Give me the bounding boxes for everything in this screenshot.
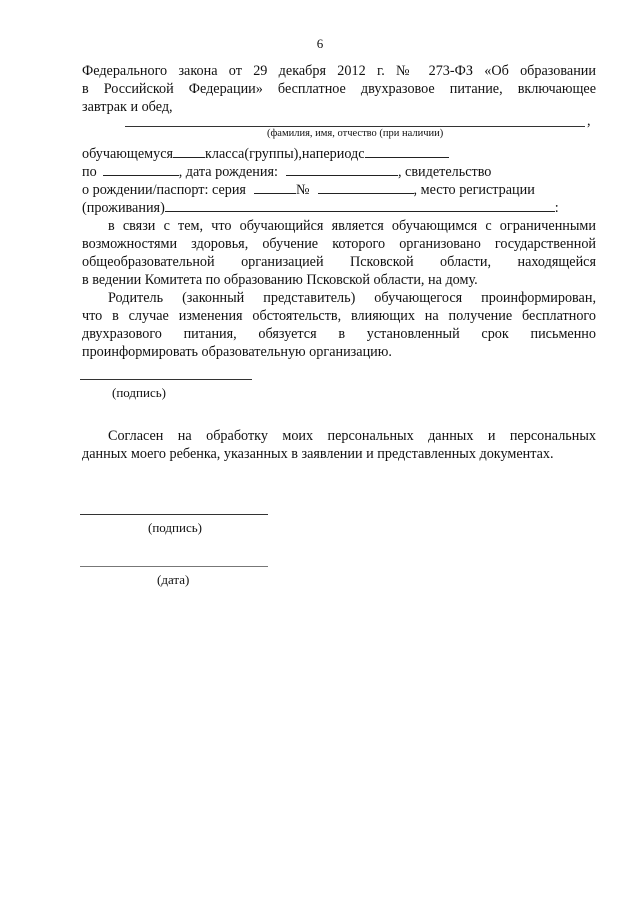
- consent-line-2: данных моего ребенка, указанных в заявлении и представленных документах.: [82, 446, 554, 462]
- signature-caption-1: (подпись): [112, 385, 166, 400]
- birthdate-field[interactable]: [286, 163, 398, 176]
- parent-line-1: Родитель (законный представитель) обучающегося проинформирован,: [108, 290, 596, 306]
- on-label: на: [301, 146, 316, 162]
- group-label: (группы),: [244, 146, 302, 162]
- passport-line: [82, 181, 596, 199]
- from-label: с: [358, 146, 365, 162]
- reason-line-2: возможностями здоровья, обучение которого организовано государственной: [82, 236, 596, 252]
- date-line[interactable]: [80, 566, 268, 567]
- fio-blank-line[interactable]: [125, 126, 585, 127]
- reason-line-1: в связи с тем, что обучающийся является обучающимся с ограниченными: [108, 218, 596, 234]
- signature-line-2[interactable]: [80, 514, 268, 515]
- period-end-field[interactable]: [103, 163, 179, 176]
- intro-line-3: завтрак и обед,: [82, 99, 173, 115]
- series-field[interactable]: [254, 181, 296, 194]
- signature-line-1[interactable]: [80, 379, 252, 380]
- residence-colon: :: [554, 200, 559, 216]
- period-birthdate-line: [82, 163, 491, 181]
- fio-comma: ,: [587, 113, 591, 129]
- residence-line: [82, 199, 559, 217]
- class-label: класса: [205, 146, 245, 162]
- parent-line-4: проинформировать образовательную организацию.: [82, 344, 392, 360]
- signature-caption-2: (подпись): [148, 520, 202, 535]
- parent-line-2: что в случае изменения обстоятельств, влияющих на получение бесплатного: [82, 308, 596, 324]
- parent-line-3: двухразового питания, обязуется в установленный срок письменно: [82, 326, 596, 342]
- date-caption: (дата): [157, 572, 190, 587]
- consent-line-1: Согласен на обработку моих персональных данных и персональных: [108, 428, 596, 444]
- intro-line-2: в Российской Федерации» бесплатное двухразовое питание, включающее: [82, 81, 596, 97]
- student-class-line: [82, 145, 596, 163]
- student-label: обучающемуся: [82, 146, 174, 162]
- fio-caption: (фамилия, имя, отчество (при наличии): [267, 128, 444, 139]
- period-label: период: [315, 146, 359, 162]
- residence-label: (проживания): [82, 200, 165, 216]
- certificate-label: , свидетельство: [397, 164, 492, 180]
- number-field[interactable]: [318, 181, 414, 194]
- residence-field[interactable]: [165, 199, 555, 212]
- reason-line-4: в ведении Комитета по образованию Псковской области, на дому.: [82, 272, 478, 288]
- page-number: 6: [316, 36, 324, 51]
- registration-label: , место регистрации: [413, 182, 535, 198]
- reason-line-3: общеобразовательной организацией Псковской области, находящейся: [82, 254, 596, 270]
- period-start-field[interactable]: [365, 145, 449, 158]
- passport-series-label: о рождении/паспорт: серия: [82, 182, 246, 198]
- class-field[interactable]: [173, 145, 205, 158]
- number-label: №: [295, 182, 310, 198]
- intro-line-1: Федерального закона от 29 декабря 2012 г. № 273-ФЗ «Об образовании: [82, 63, 596, 79]
- birthdate-label: , дата рождения:: [178, 164, 278, 180]
- to-label: по: [82, 164, 97, 180]
